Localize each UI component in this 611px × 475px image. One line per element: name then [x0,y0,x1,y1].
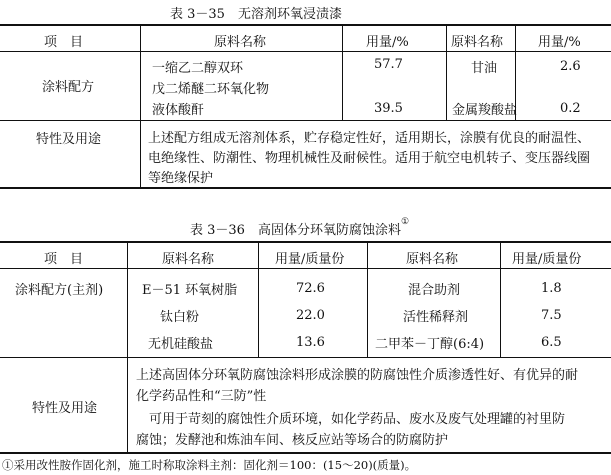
table2-props-line: 上述高固体分环氧防腐蚀涂料形成涂膜的防腐蚀性介质渗透性好、有优异的耐 [136,368,579,383]
table2-amount-right: 6.5 [541,335,562,350]
table2-top-rule [0,241,611,243]
table2-header-material: 原料名称 [162,252,215,267]
table2-header-amount-2: 用量/质量份 [512,252,582,267]
table1-material: 液体酸酐 [152,103,205,118]
table1-props-label: 特性及用途 [36,132,102,147]
table2-props-line: 腐蚀；发酵池和炼油车间、核反应站等场合的防腐防护 [136,433,449,448]
table1-mid-rule [0,120,611,121]
table1-amount: 39.5 [374,101,403,116]
table1-props-line: 等绝缘保护 [148,171,214,186]
table1-props-line: 上述配方组成无溶剂体系，贮存稳定性好，适用期长，涂膜有优良的耐温性、 [148,131,591,146]
table2-header-rule [0,268,611,269]
table2-mid-rule [0,357,611,358]
table1-header-material: 原料名称 [214,35,267,50]
table2-material-right: 混合助剂 [408,283,461,298]
table1-vline-3 [446,24,447,120]
table2-vline-1 [127,241,128,452]
table1-material: 一缩乙二醇双环 [152,61,244,76]
table2-row-label: 涂料配方(主剂) [15,283,104,298]
table1-material-right: 甘油 [471,61,498,76]
table2-amount: 22.0 [296,308,325,323]
table1-amount: 57.7 [374,57,403,72]
table1-header-amount: 用量/% [366,35,409,50]
table2-amount-right: 1.8 [541,281,562,296]
table2-amount: 13.6 [296,335,325,350]
table2-header-item: 项 目 [44,252,84,267]
table1-amount-right: 0.2 [560,101,581,116]
table1-header-material-2: 原料名称 [451,35,504,50]
table1-vline-2 [342,24,343,120]
table2-vline-3 [367,241,368,357]
table1-vline-1 [140,24,141,187]
table2-material: 钛白粉 [160,310,200,325]
table2-material-right: 活性稀释剂 [403,310,469,325]
table2-props-label: 特性及用途 [32,401,98,416]
footnote: ①采用改性胺作固化剂，施工时称取涂料主剂：固化剂＝100：(15～20)(质量)。 [2,458,417,472]
table1-props-line: 电绝缘性、防潮性、物理机械性及耐候性。适用于航空电机转子、变压器线圈 [148,151,591,166]
table1-header-rule [0,51,611,52]
table1-row-label: 涂料配方 [42,80,95,95]
table2-vline-2 [258,241,259,357]
table2-material: E－51 环氧树脂 [142,283,238,298]
table2-props-line: 化学药品性和“三防”性 [136,389,267,404]
table2-amount: 72.6 [296,281,325,296]
table1-top-rule [0,24,611,26]
table1-bottom-rule [0,187,611,189]
table2-props-line: 可用于苛刻的腐蚀性介质环境，如化学药品、废水及废气处理罐的衬里防 [136,412,566,427]
table2-caption: 表 3－36 高固体分环氧防腐蚀涂料① [190,217,410,238]
table2-vline-4 [500,241,501,357]
table2-material: 无机硅酸盐 [148,337,214,352]
table1-header-item: 项 目 [44,35,84,50]
table2-amount-right: 7.5 [541,308,562,323]
table2-header-amount: 用量/质量份 [275,252,345,267]
table2-bottom-rule [0,452,611,454]
table2-material-right: 二甲苯－丁醇(6:4) [375,337,485,352]
table1-material-right: 金属羧酸盐 [452,103,518,118]
footnote-marker: ① [400,217,410,227]
table2-header-material-2: 原料名称 [406,252,459,267]
table1-amount-right: 2.6 [560,59,581,74]
table1-material: 戊二烯醚二环氧化物 [152,82,270,97]
table1-header-amount-2: 用量/% [538,35,581,50]
table1-caption: 表 3－35 无溶剂环氧浸渍漆 [170,7,342,22]
